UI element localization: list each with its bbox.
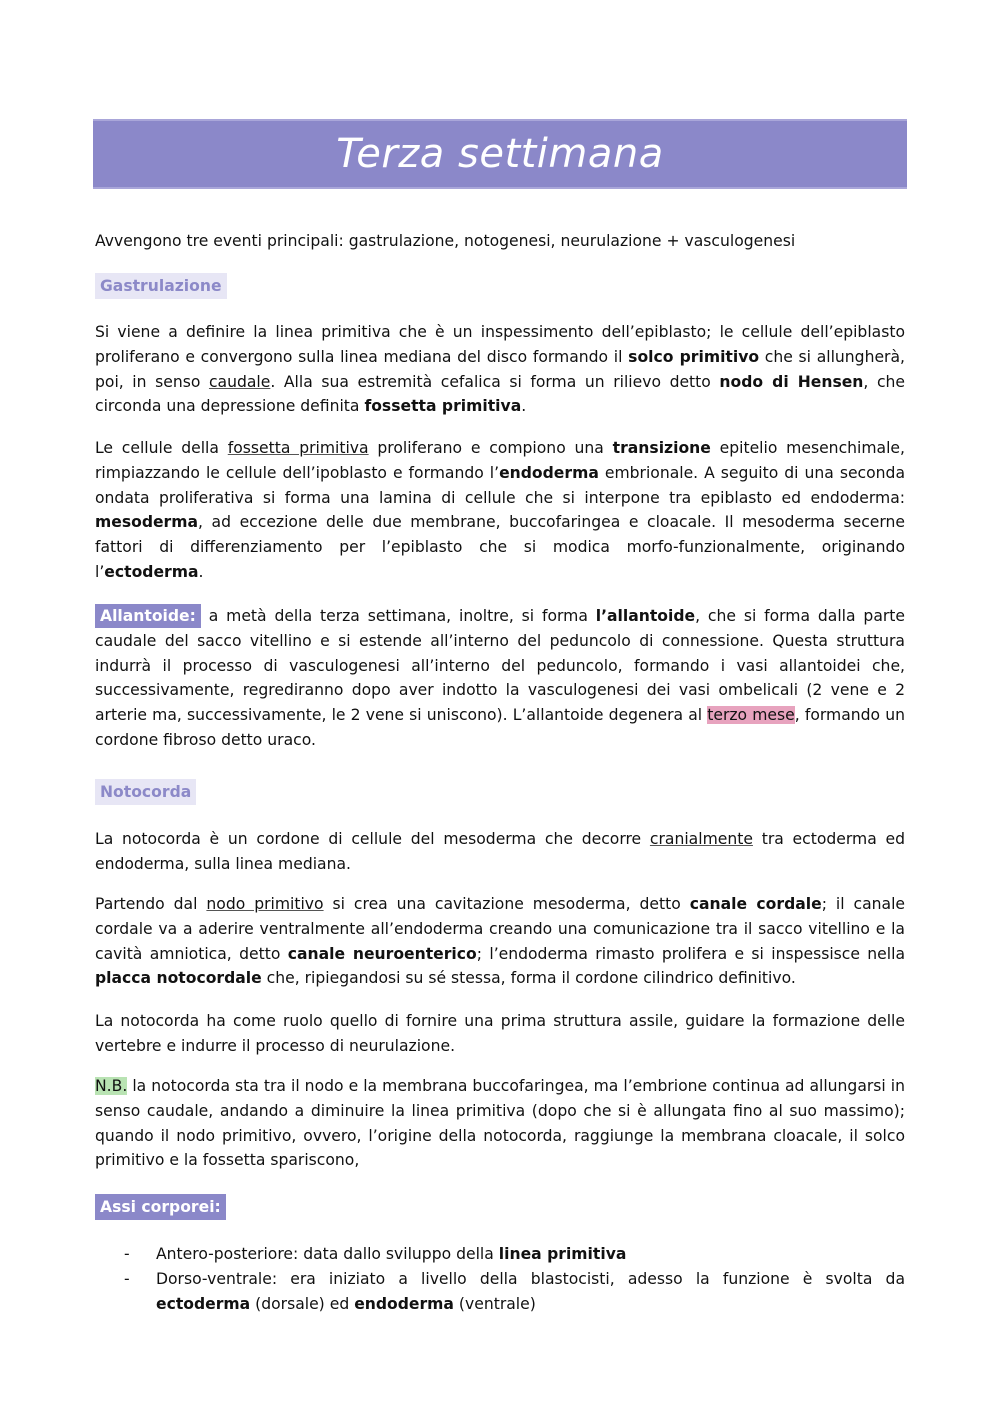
nb-paragraph: [95, 1074, 905, 1173]
gastrulazione-heading-wrap: [95, 273, 227, 299]
text: si crea una cavitazione mesoderma, detto: [323, 895, 690, 913]
notocorda-paragraph-1: [95, 827, 905, 877]
text: .: [198, 562, 204, 581]
underlined-cranialmente: cranialmente: [649, 830, 753, 848]
notocorda-paragraph-3: La notocorda ha come ruolo quello di fornire una prima struttura assile, guidare la formazione delle vertebre e indurre il processo di neurulazione.: [95, 1012, 905, 1055]
term-canale-neuroenterico: canale neuroenterico: [287, 944, 477, 963]
text: , che circonda una depressione definita: [95, 372, 906, 416]
text: Antero-posteriore: data dallo sviluppo della: [156, 1245, 499, 1263]
text: (dorsale) ed: [250, 1294, 355, 1313]
term-nodo-di-hensen: nodo di Hensen: [719, 372, 864, 391]
text: embrionale. A seguito di una seconda ondata proliferativa si forma una lamina di cellule che si interpone tra epiblasto ed endoderma:: [95, 463, 905, 507]
highlight-terzo-mese: terzo mese: [707, 706, 795, 725]
text: che, ripiegandosi su sé stessa, forma il cordone cilindrico definitivo.: [261, 969, 796, 988]
text: , che si forma dalla parte caudale del sacco vitellino e si estende all’interno del peduncolo di connessione. Questa struttura indurrà il processo di vasculogenesi all’interno del peduncolo, formando i vasi allantoidei che, successivamente, regrediranno dopo aver indotto la vasculogenesi dei vasi ombelicali (2 vene e 2 arterie ma, successivamente, le 2 vene si uniscono). L’allantoide degenera al: [95, 607, 905, 725]
list-item: [95, 1242, 905, 1267]
page-title: Terza settimana: [93, 119, 907, 189]
text: La notocorda è un cordone di cellule del mesoderma che decorre: [95, 830, 650, 848]
term-linea-primitiva: linea primitiva: [498, 1245, 627, 1263]
text: la notocorda sta tra il nodo e la membrana buccofaringea, ma l’embrione continua ad allungarsi in senso caudale, andando a diminuire la linea primitiva (dopo che si è allungata fino al suo massimo); quando il nodo primitivo, ovvero, l’origine della notocorda, raggiunge la membrana cloacale, il solco primitivo e la fossetta spariscono,: [95, 1077, 905, 1170]
term-solco-primitivo: solco primitivo: [628, 347, 760, 366]
text: a metà della terza settimana, inoltre, si forma: [200, 607, 596, 625]
text: Si viene a definire la linea primitiva che è un inspessimento dell’epiblasto; le cellule dell’epiblasto proliferano e convergono sulla linea mediana del disco formando il: [95, 323, 905, 366]
text: Partendo dal: [95, 895, 207, 913]
term-transizione: transizione: [612, 439, 711, 457]
text: tra ectoderma ed endoderma, sulla linea mediana.: [95, 830, 906, 873]
assi-heading-wrap: [95, 1194, 226, 1220]
notocorda-paragraph-2: [95, 892, 905, 991]
underlined-caudale: caudale: [208, 372, 271, 391]
bullet-dash: -: [124, 1269, 130, 1288]
gastrulazione-paragraph-2: [95, 436, 905, 585]
underlined-nodo-primitivo: nodo primitivo: [206, 895, 324, 913]
gastrulazione-paragraph-1: [95, 320, 905, 419]
term-ectoderma: ectoderma: [156, 1294, 251, 1313]
text: Le cellule della: [95, 439, 228, 457]
term-allantoide: l’allantoide: [595, 607, 696, 625]
allantoide-paragraph: [95, 604, 905, 753]
text: Dorso-ventrale: era iniziato a livello della blastocisti, adesso la funzione è svolta da: [156, 1269, 905, 1288]
text: proliferano e compiono una: [368, 439, 613, 457]
list-item: [95, 1267, 905, 1317]
term-endoderma: endoderma: [354, 1294, 454, 1313]
text: che si allungherà, poi, in senso: [95, 347, 905, 391]
notocorda-heading-wrap: [95, 779, 196, 805]
term-ectoderma: ectoderma: [104, 562, 199, 581]
text: .: [521, 397, 527, 416]
text: epitelio mesenchimale, rimpiazzando le cellule dell’ipoblasto e formando l’: [95, 439, 905, 482]
term-canale-cordale: canale cordale: [689, 895, 822, 913]
gastrulazione-heading: Gastrulazione: [95, 273, 227, 299]
text: ; l’endoderma rimasto prolifera e si inspessisce nella: [476, 944, 905, 963]
text: , formando un cordone fibroso detto uraco.: [95, 706, 905, 749]
allantoide-tag: Allantoide:: [95, 604, 201, 628]
term-placca-notocordale: placca notocordale: [95, 969, 262, 988]
text: (ventrale): [453, 1294, 536, 1313]
underlined-fossetta-primitiva: fossetta primitiva: [227, 439, 369, 457]
bullet-dash: -: [124, 1245, 130, 1263]
nb-tag: N.B.: [95, 1077, 128, 1095]
term-endoderma: endoderma: [499, 463, 599, 482]
term-mesoderma: mesoderma: [95, 513, 199, 532]
text: . Alla sua estremità cefalica si forma un rilievo detto: [270, 372, 720, 391]
text: , ad eccezione delle due membrane, buccofaringea e cloacale. Il mesoderma secerne fattori di differenziamento per l’epiblasto che si modica morfo-funzionalmente, originando l’: [95, 513, 905, 581]
assi-heading: Assi corporei:: [95, 1194, 226, 1220]
notocorda-heading: Notocorda: [95, 779, 196, 805]
assi-list: [95, 1242, 905, 1316]
text: ; il canale cordale va a aderire ventralmente all’endoderma creando una comunicazione tra il sacco vitellino e la cavità amniotica, detto: [95, 895, 905, 963]
term-fossetta-primitiva: fossetta primitiva: [364, 397, 522, 416]
intro-paragraph: Avvengono tre eventi principali: gastrulazione, notogenesi, neurulazione + vasculogenesi: [95, 232, 796, 250]
